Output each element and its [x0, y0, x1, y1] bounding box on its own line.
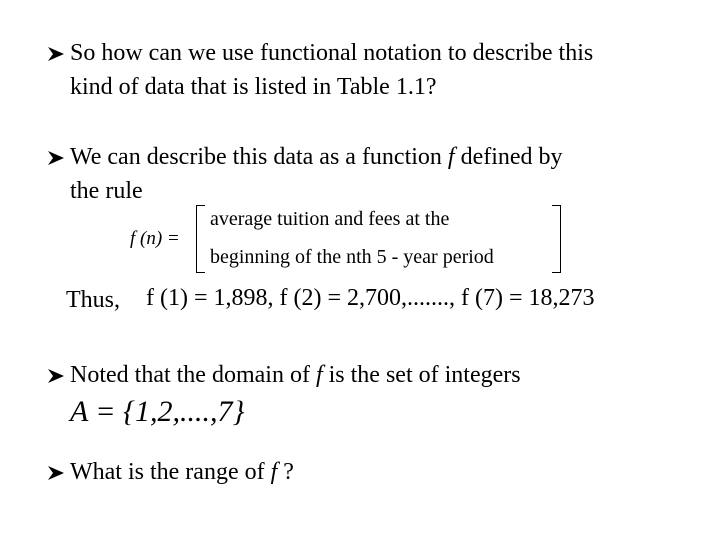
bullet-text: So how can we use functional notation to describe this	[70, 40, 594, 66]
text-fragment: What is the range of	[70, 459, 271, 485]
bullet-text-continued: kind of data that is listed in Table 1.1?	[70, 74, 437, 100]
left-bracket	[196, 205, 205, 273]
text-fragment: is the set of integers	[322, 362, 521, 388]
bullet-text	[70, 142, 563, 172]
arrow-bullet-icon	[46, 38, 66, 76]
right-bracket	[552, 205, 561, 273]
bullet-text	[70, 457, 294, 487]
function-symbol: f	[270, 459, 278, 485]
text-fragment: We can describe this data as a function	[70, 144, 448, 170]
text-fragment: defined by	[454, 144, 563, 170]
function-symbol: f	[447, 144, 455, 170]
text-fragment: ?	[277, 459, 294, 485]
arrow-bullet-icon	[46, 457, 66, 495]
rule-line-2: beginning of the nth 5 - year period	[210, 246, 494, 268]
thus-label: Thus,	[66, 287, 120, 313]
domain-set: A = {1,2,....,7}	[70, 395, 245, 428]
arrow-bullet-icon	[46, 360, 66, 398]
function-values: f (1) = 1,898, f (2) = 2,700,......., f (7) = 18,273	[146, 285, 595, 311]
rule-line-1: average tuition and fees at the	[210, 208, 450, 230]
equation-lhs: f (n) =	[130, 228, 180, 249]
arrow-bullet-icon	[46, 142, 66, 180]
function-symbol: f	[315, 362, 323, 388]
text-fragment: Noted that the domain of	[70, 362, 316, 388]
bullet-text-continued: the rule	[70, 178, 143, 204]
bullet-text	[70, 360, 521, 390]
